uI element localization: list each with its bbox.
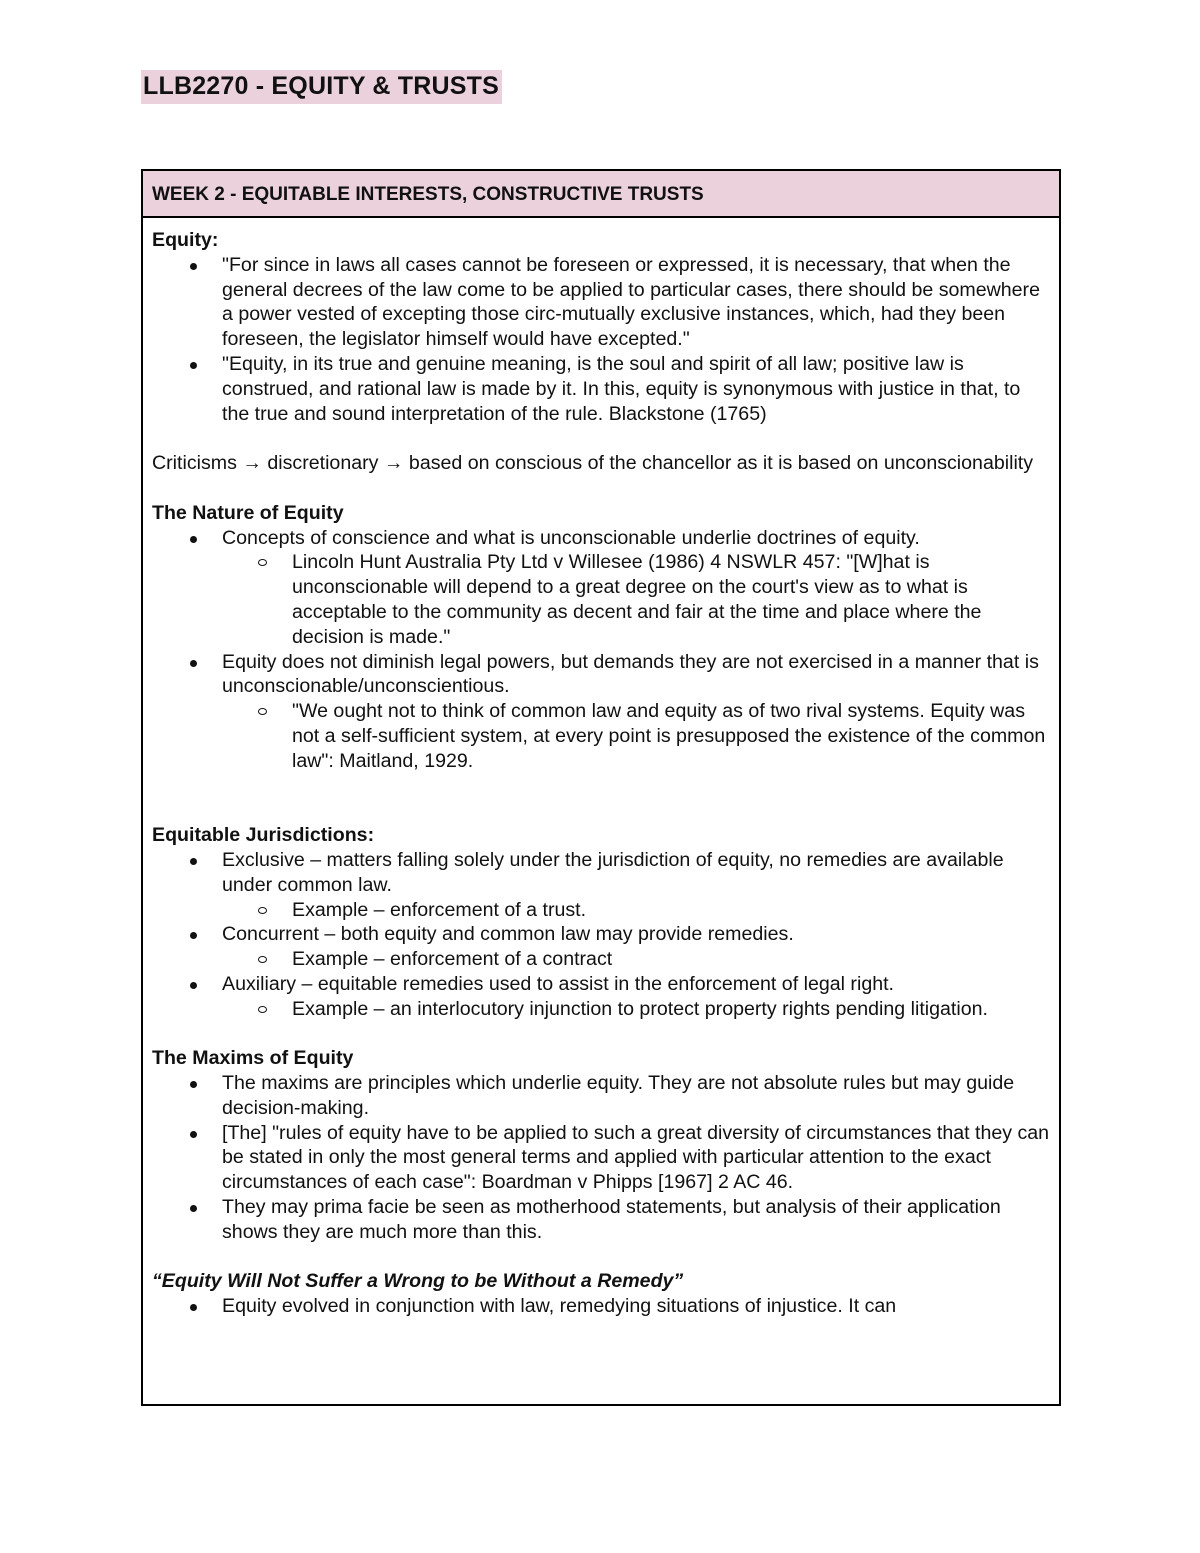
jurisdictions-list [152, 848, 1050, 1022]
sub-list [222, 699, 1050, 773]
jurisdictions-heading: Equitable Jurisdictions: [152, 824, 375, 847]
list-item: "For since in laws all cases cannot be foreseen or expressed, it is necessary, that when the general decrees of the law come to be applied to particular cases, there should be somewhere a power vested of excepting those circ-mutually exclusive instances, which, had they been foreseen, the legislator himself would have excepted." [152, 253, 1050, 352]
notes-body [143, 218, 1059, 1319]
sub-list-item: Example – enforcement of a trust. [222, 898, 1050, 923]
sub-list-item: "We ought not to think of common law and equity as of two rival systems. Equity was not a self-sufficient system, at every point is presupposed the existence of the common law": Maitland, 1929. [222, 699, 1050, 773]
criticisms-text: Criticisms → discretionary → based on conscious of the chancellor as it is based on unconscionability [152, 452, 1034, 475]
sub-list [222, 550, 1050, 649]
list-item-text: Auxiliary – equitable remedies used to assist in the enforcement of legal right. [222, 972, 894, 995]
document-title: LLB2270 - EQUITY & TRUSTS [141, 70, 502, 104]
sub-list-item: Lincoln Hunt Australia Pty Ltd v Willesee (1986) 4 NSWLR 457: "[W]hat is unconscionable will depend to a great degree on the court's view as to what is acceptable to the community as decent and fair at the time and place where the decision is made." [222, 550, 1050, 649]
list-item: "Equity, in its true and genuine meaning, is the soul and spirit of all law; positive law is construed, and rational law is made by it. In this, equity is synonymous with justice in that, to the true and sound interpretation of the rule. Blackstone (1765) [152, 352, 1050, 426]
sub-list-item: Example – enforcement of a contract [222, 947, 1050, 972]
list-item [152, 848, 1050, 922]
maxim-wrong-list [152, 1294, 1050, 1319]
list-item: They may prima facie be seen as motherhood statements, but analysis of their application shows they are much more than this. [152, 1195, 1050, 1245]
equity-heading: Equity: [152, 229, 219, 251]
maxims-list [152, 1071, 1050, 1245]
section-header: WEEK 2 - EQUITABLE INTERESTS, CONSTRUCTIVE TRUSTS [143, 171, 1059, 218]
list-item: Equity evolved in conjunction with law, remedying situations of injustice. It can [152, 1294, 1050, 1319]
nature-heading: The Nature of Equity [152, 501, 344, 524]
maxims-heading: The Maxims of Equity [152, 1047, 354, 1070]
list-item [152, 650, 1050, 774]
list-item: The maxims are principles which underlie equity. They are not absolute rules but may guide decision-making. [152, 1071, 1050, 1121]
sub-list-item: Example – an interlocutory injunction to protect property rights pending litigation. [222, 997, 1050, 1022]
list-item [152, 922, 1050, 972]
list-item-text: Concepts of conscience and what is unconscionable underlie doctrines of equity. [222, 526, 920, 549]
list-item-text: Concurrent – both equity and common law may provide remedies. [222, 923, 794, 946]
list-item-text: Exclusive – matters falling solely under the jurisdiction of equity, no remedies are available under common law. [222, 848, 1004, 896]
sub-list [222, 947, 1050, 972]
list-item-text: Equity does not diminish legal powers, but demands they are not exercised in a manner that is unconscionable/unconscientious. [222, 650, 1039, 698]
maxim-wrong-heading: “Equity Will Not Suffer a Wrong to be Without a Remedy” [152, 1270, 684, 1293]
list-item: [The] "rules of equity have to be applied to such a great diversity of circumstances that they can be stated in only the most general terms and applied with particular attention to the exact circumstances of each case": Boardman v Phipps [1967] 2 AC 46. [152, 1121, 1050, 1195]
list-item [152, 972, 1050, 1022]
sub-list [222, 997, 1050, 1022]
equity-list [152, 253, 1050, 427]
list-item [152, 526, 1050, 650]
sub-list [222, 898, 1050, 923]
notes-table [141, 169, 1061, 1406]
nature-list [152, 526, 1050, 774]
